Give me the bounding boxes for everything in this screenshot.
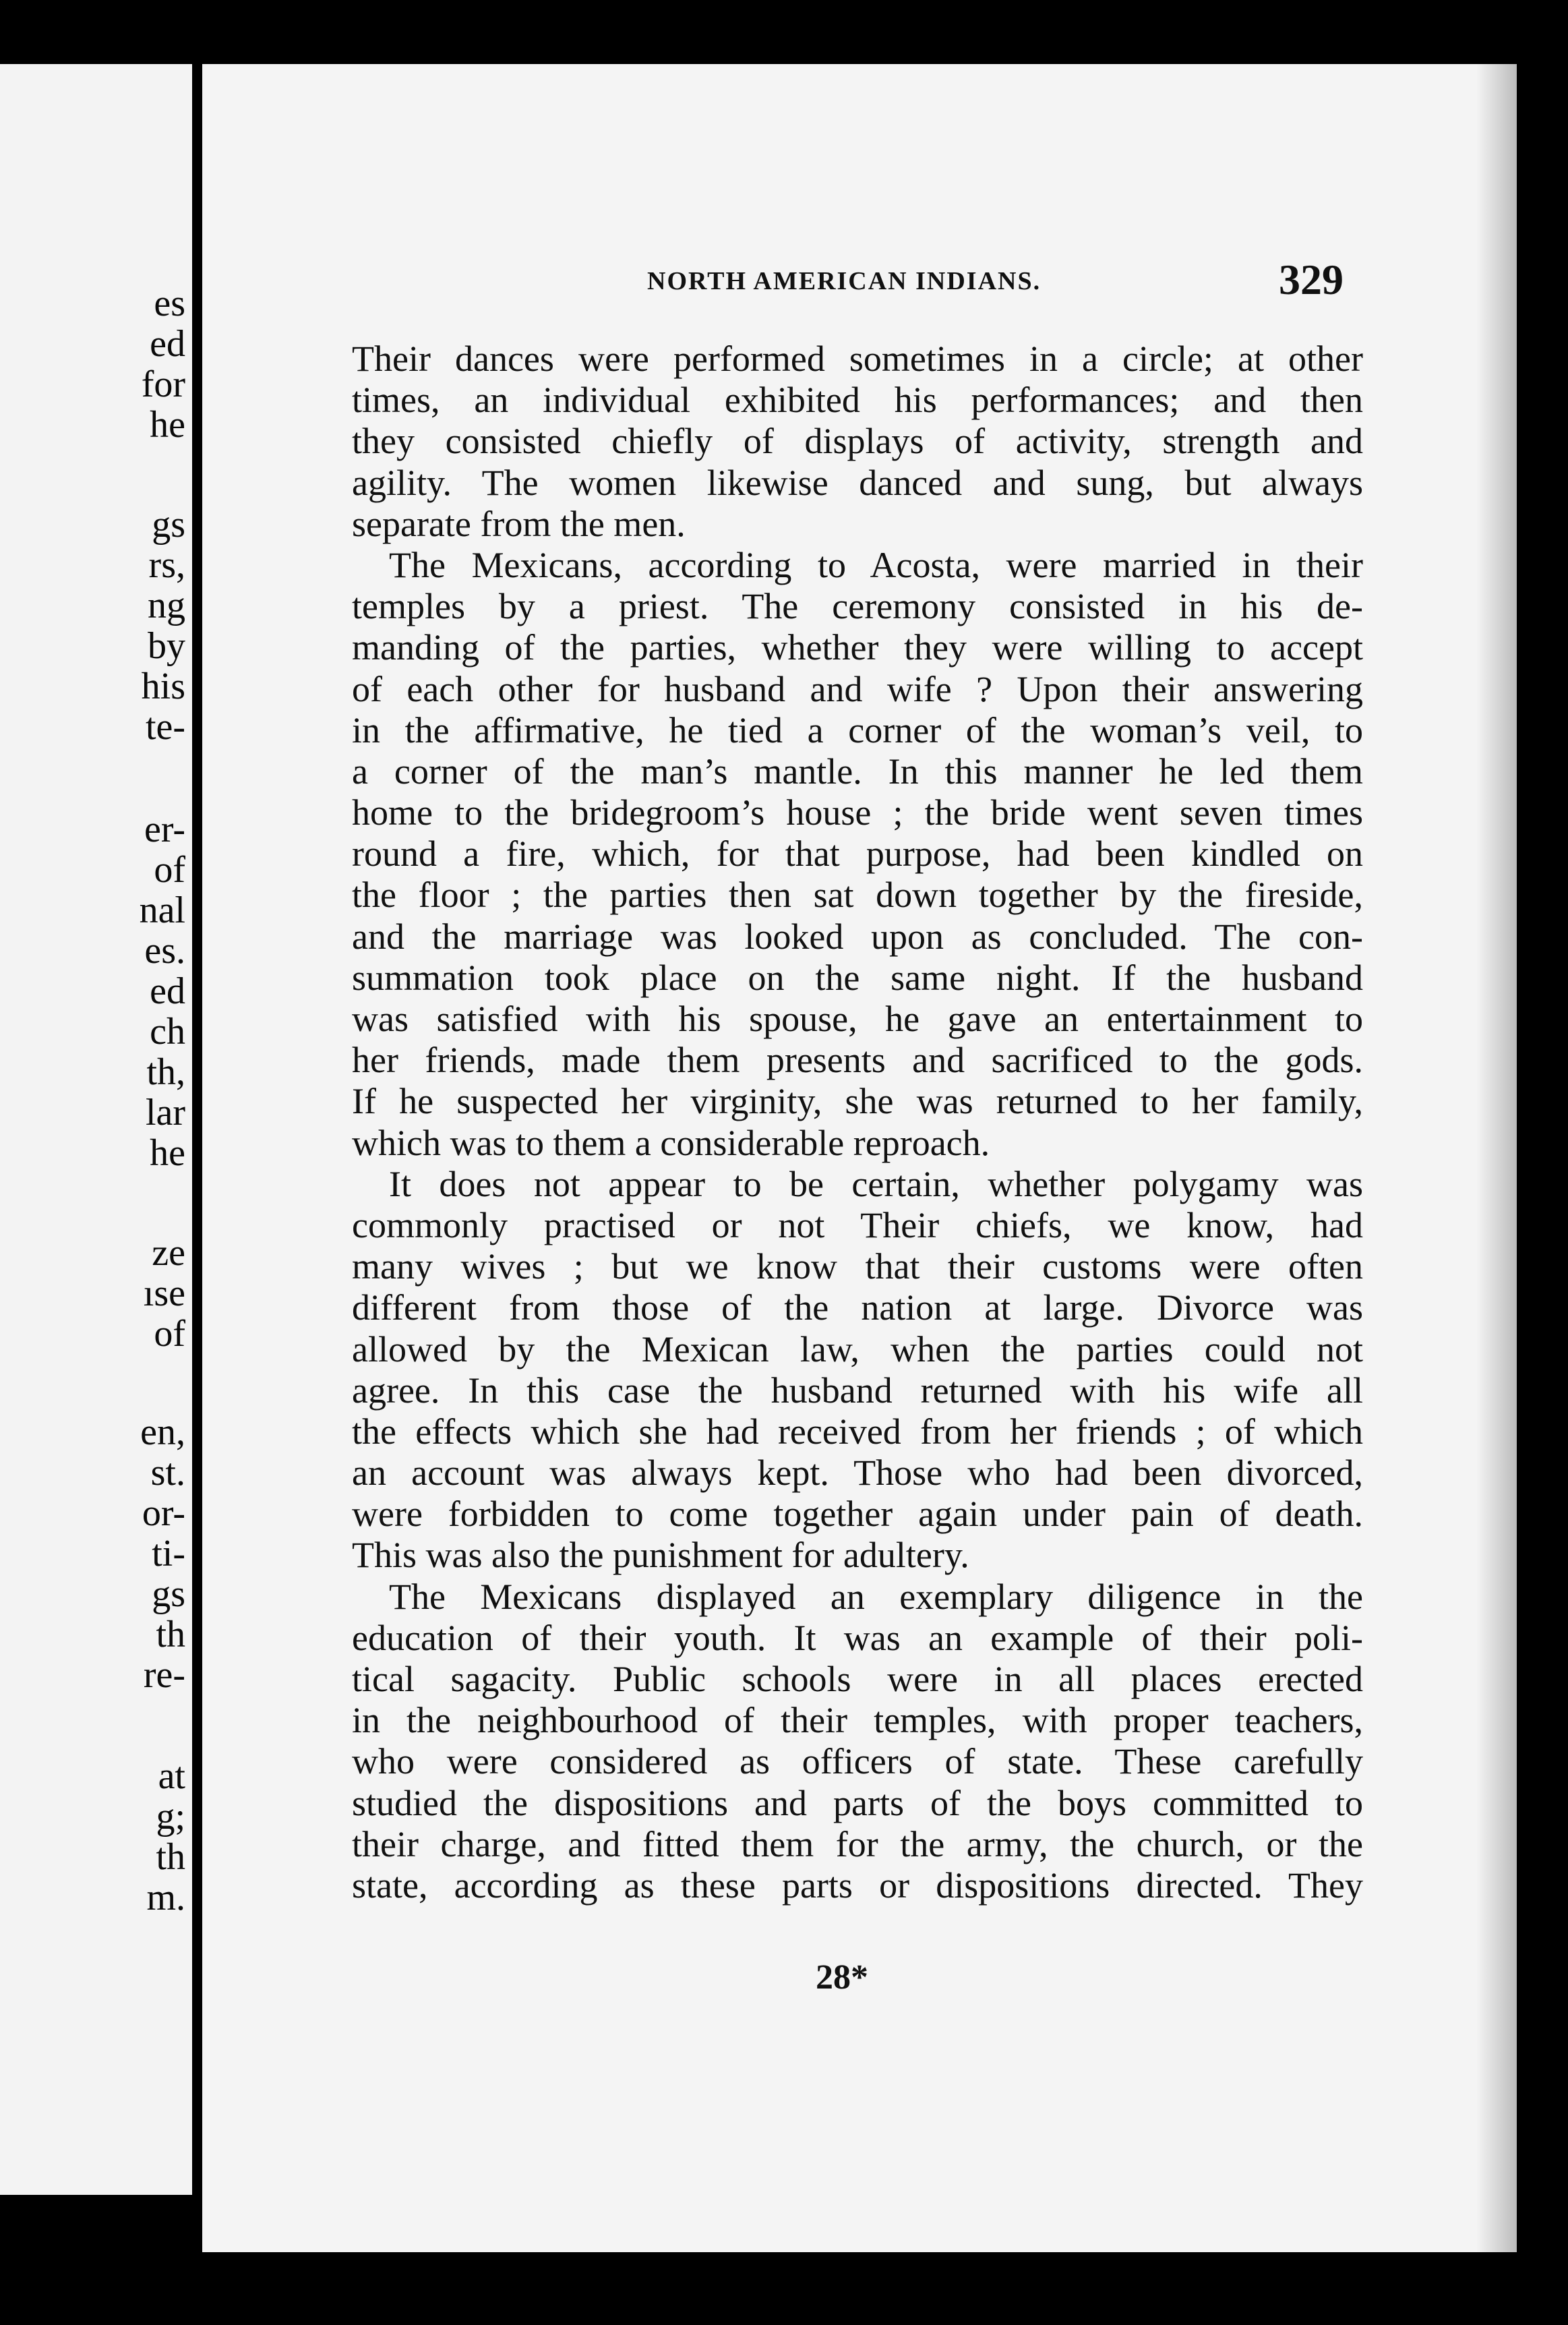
text-line: The Mexicans, according to Acosta, were married in their	[389, 544, 1363, 585]
left-page-fragment: es.	[144, 930, 185, 972]
book-page	[202, 64, 1517, 2252]
left-page-fragment: ıse	[143, 1272, 185, 1314]
text-line: manding of the parties, whether they were willing to accept	[352, 627, 1363, 668]
left-page-fragment: re-	[143, 1654, 185, 1696]
text-line: agility. The women likewise danced and sung, but always	[352, 462, 1363, 503]
left-page-fragment: ed	[150, 970, 185, 1012]
left-page-fragment: gs	[152, 504, 185, 546]
left-page-fragment: of	[154, 849, 185, 891]
text-line: Their dances were performed sometimes in a circle; at other	[352, 339, 1363, 379]
left-page-fragment: st.	[150, 1452, 185, 1494]
left-page-fragment: ng	[148, 585, 185, 626]
text-line: they consisted chiefly of displays of activity, strength and	[352, 421, 1363, 462]
text-line: This was also the punishment for adultery.	[352, 1535, 969, 1576]
left-page-fragment: th,	[146, 1051, 185, 1093]
text-line: and the marriage was looked upon as concluded. The con-	[352, 916, 1363, 957]
signature-mark: 28*	[816, 1958, 868, 1997]
left-page-fragment: ti-	[152, 1533, 185, 1574]
text-line: state, according as these parts or dispositions directed. They	[352, 1864, 1363, 1906]
text-line: It does not appear to be certain, whether polygamy was	[389, 1163, 1363, 1204]
left-page-fragment: m.	[146, 1877, 185, 1918]
running-title: NORTH AMERICAN INDIANS.	[647, 267, 1042, 295]
left-page-fragment: es	[154, 283, 185, 324]
body-text	[352, 339, 1363, 1906]
text-line: different from those of the nation at large. Divorce was	[352, 1287, 1363, 1328]
text-line: summation took place on the same night. If the husband	[352, 957, 1363, 998]
left-page-fragment: th	[156, 1836, 185, 1878]
left-page-fragment: he	[150, 1132, 185, 1174]
text-line: commonly practised or not Their chiefs, we know, had	[352, 1204, 1363, 1245]
left-page-fragment: he	[150, 404, 185, 446]
text-line: many wives ; but we know that their customs were often	[352, 1246, 1363, 1287]
page-edge-shadow	[1476, 64, 1517, 2252]
left-page-fragment: for	[141, 363, 185, 405]
text-line: of each other for husband and wife ? Upon their answering	[352, 668, 1363, 709]
text-line: round a fire, which, for that purpose, had been kindled on	[352, 833, 1363, 875]
left-page-fragment: er-	[144, 808, 185, 850]
text-line: studied the dispositions and parts of the boys committed to	[352, 1782, 1363, 1823]
text-line: which was to them a considerable reproach.	[352, 1122, 990, 1163]
text-line: temples by a priest. The ceremony consisted in his de-	[352, 586, 1363, 627]
left-page-fragment: by	[148, 625, 185, 667]
left-page-fragment: gs	[152, 1573, 185, 1615]
left-page-fragment: at	[158, 1755, 185, 1797]
text-line: allowed by the Mexican law, when the parties could not	[352, 1328, 1363, 1370]
text-line: home to the bridegroom’s house ; the bride went seven times	[352, 792, 1363, 833]
text-line: the floor ; the parties then sat down together by the fireside,	[352, 875, 1363, 916]
text-line: education of their youth. It was an example of their poli-	[352, 1617, 1363, 1658]
text-line: in the affirmative, he tied a corner of the woman’s veil, to	[352, 709, 1363, 751]
text-line: If he suspected her virginity, she was returned to her family,	[352, 1081, 1363, 1122]
text-line: agree. In this case the husband returned with his wife all	[352, 1370, 1363, 1411]
left-page-fragment: ze	[152, 1232, 185, 1274]
text-line: the effects which she had received from her friends ; of which	[352, 1411, 1363, 1452]
left-page-fragment: nal	[139, 889, 185, 931]
left-page-fragment: th	[156, 1614, 185, 1655]
text-line: an account was always kept. Those who had been divorced,	[352, 1452, 1363, 1494]
left-page-fragment: g;	[156, 1796, 185, 1837]
left-page-fragment: ed	[150, 323, 185, 365]
text-line: times, an individual exhibited his performances; and then	[352, 380, 1363, 421]
left-page-fragment: his	[141, 666, 185, 707]
left-page-fragment: or-	[142, 1492, 185, 1534]
text-line: The Mexicans displayed an exemplary diligence in the	[389, 1576, 1363, 1617]
text-line: was satisfied with his spouse, he gave an entertainment to	[352, 999, 1363, 1039]
text-line: were forbidden to come together again under pain of death.	[352, 1494, 1363, 1535]
left-page-fragment: te-	[145, 706, 185, 748]
left-page-fragment: en,	[140, 1411, 185, 1453]
text-line: her friends, made them presents and sacrificed to the gods.	[352, 1040, 1363, 1081]
left-facing-page	[0, 64, 192, 2195]
left-page-fragment: rs,	[148, 544, 185, 586]
text-line: in the neighbourhood of their temples, with proper teachers,	[352, 1700, 1363, 1741]
left-page-fragment: lar	[145, 1092, 185, 1134]
text-line: tical sagacity. Public schools were in all places erected	[352, 1659, 1363, 1699]
text-line: who were considered as officers of state. These carefully	[352, 1741, 1363, 1782]
page-number: 329	[1279, 256, 1344, 303]
left-page-fragment: of	[154, 1313, 185, 1355]
left-page-fragment: ch	[150, 1011, 185, 1053]
text-line: their charge, and fitted them for the army, the church, or the	[352, 1823, 1363, 1864]
text-line: a corner of the man’s mantle. In this manner he led them	[352, 751, 1363, 792]
text-line: separate from the men.	[352, 503, 686, 544]
